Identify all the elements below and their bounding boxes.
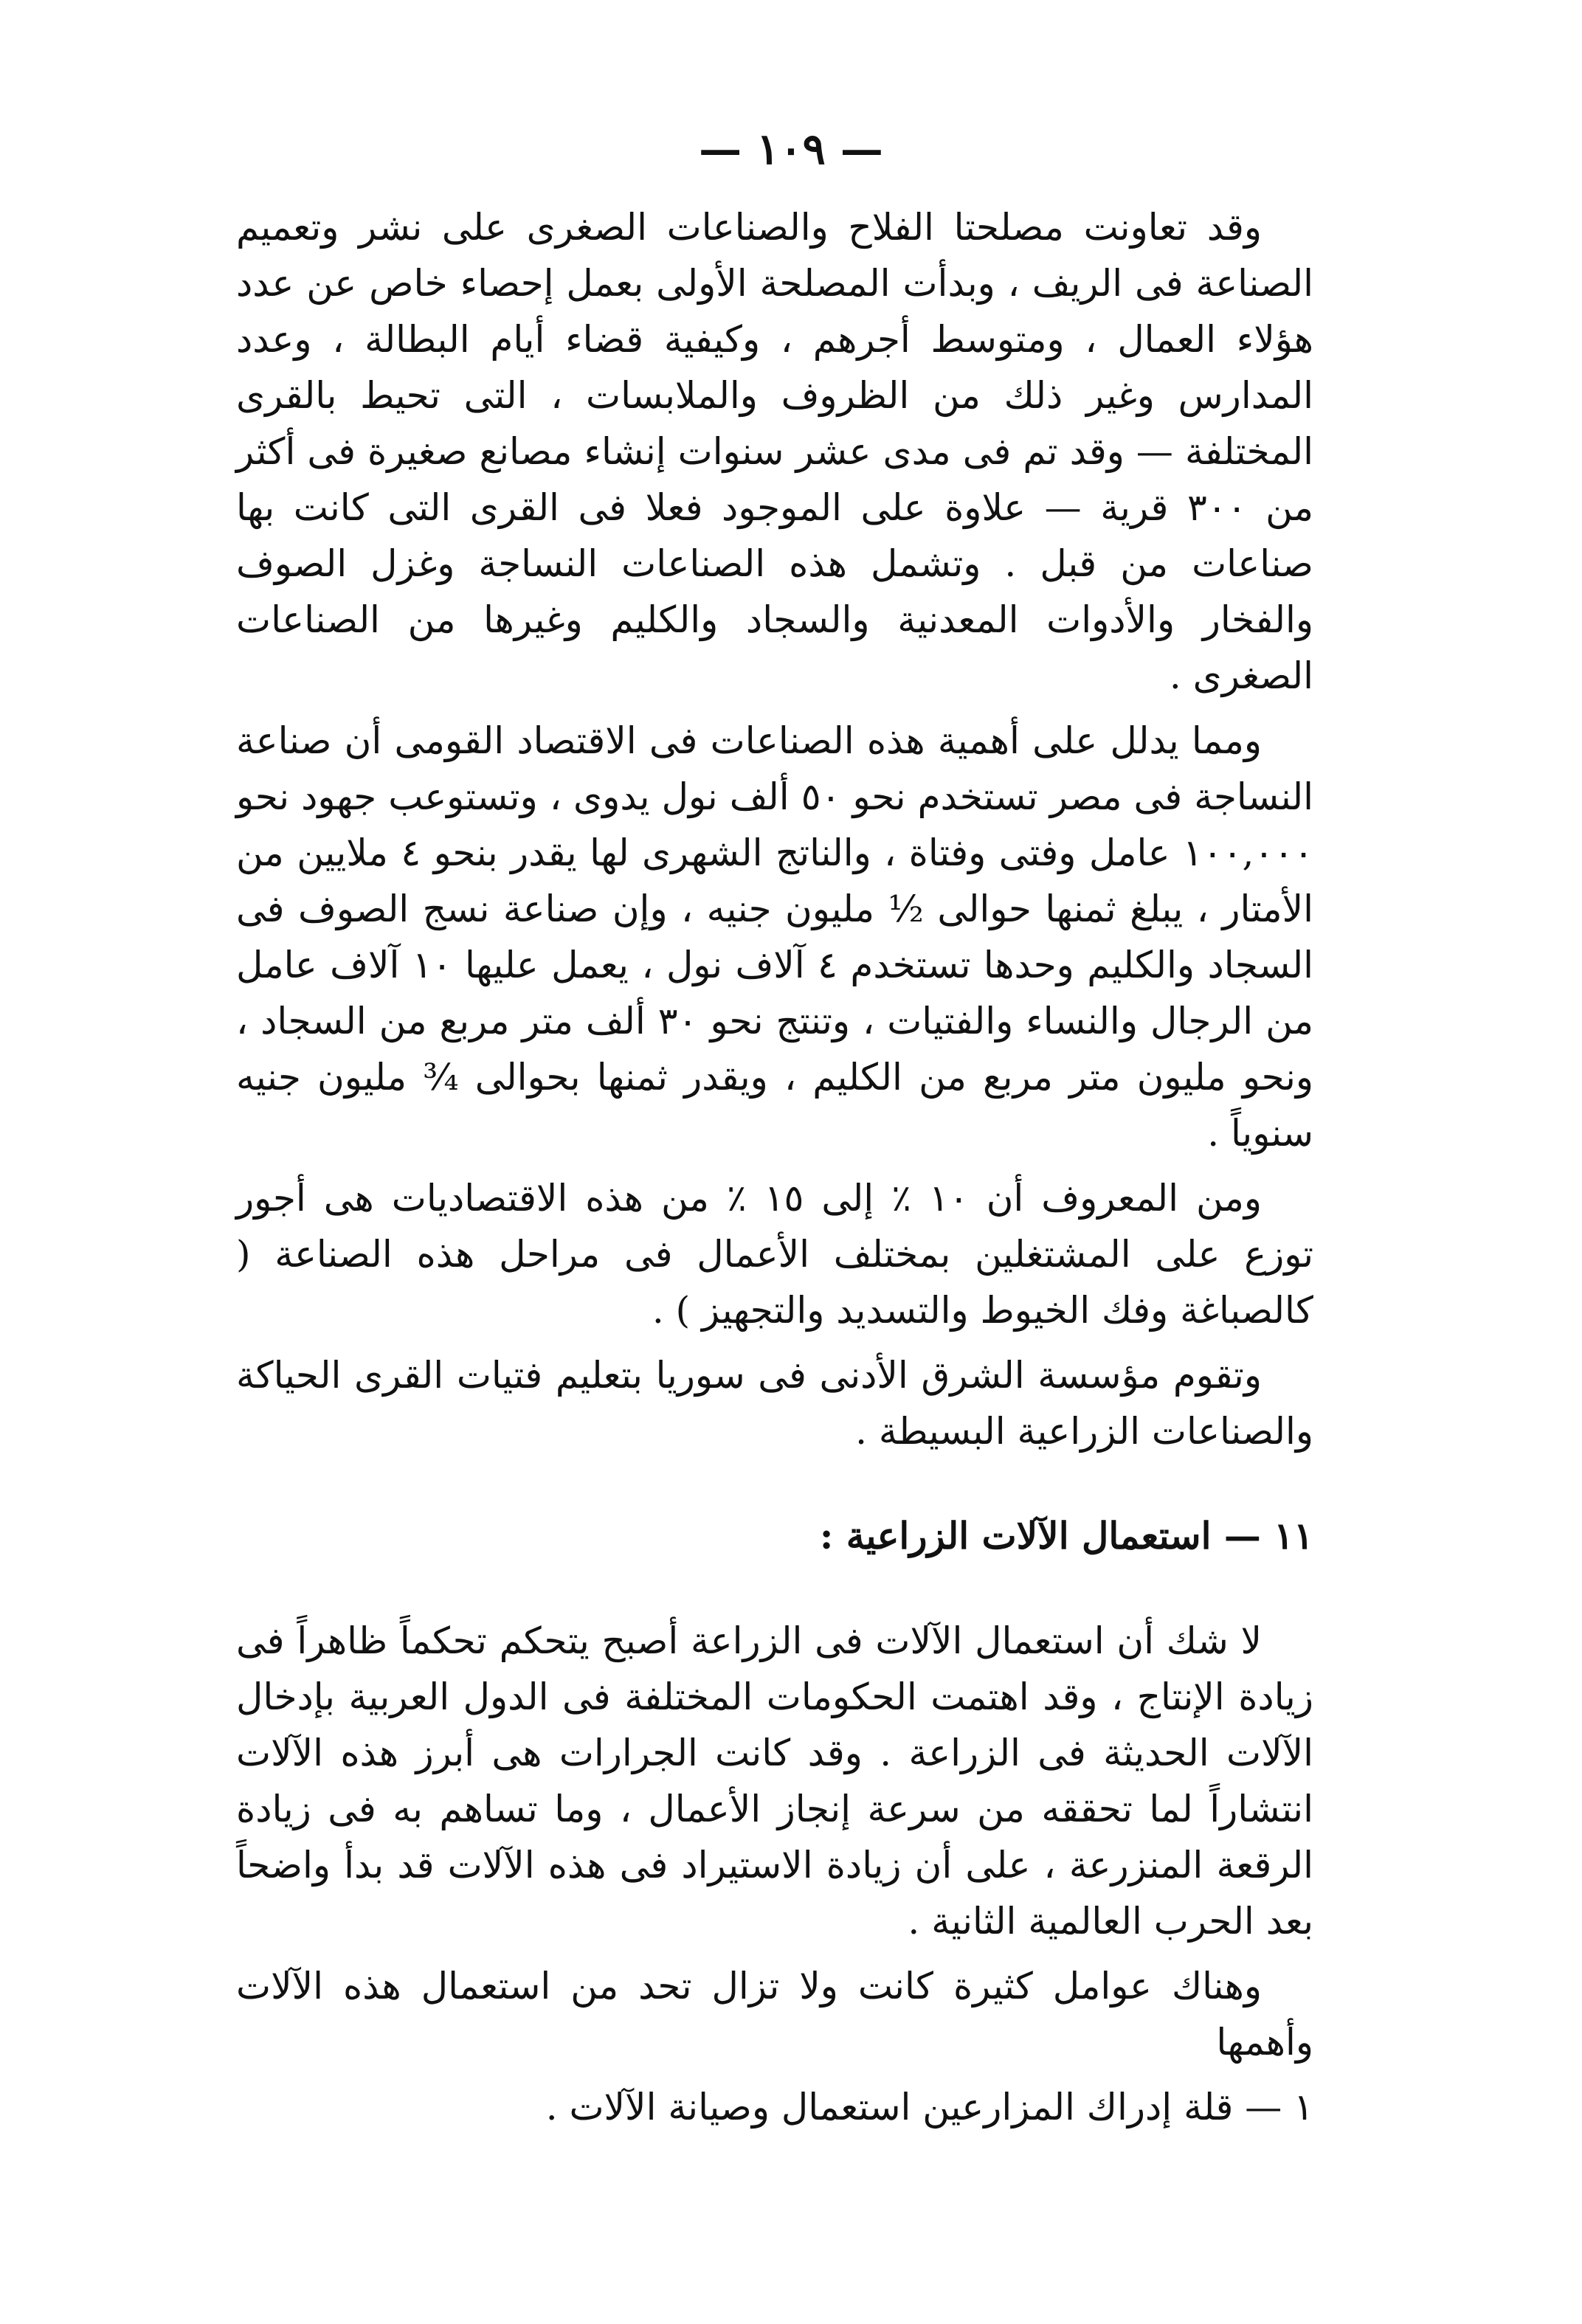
- paragraph-machinery-intro: لا شك أن استعمال الآلات فى الزراعة أصبح يتحكم تحكماً ظاهراً فى زيادة الإنتاج ، وقد اهتمت الحكومات المختلفة فى الدول العربية بإدخال الآلات الحديثة فى الزراعة . وقد كانت الجرارات هى أبرز هذه الآلات انتشاراً لما تحققه من سرعة إنجاز الأعمال ، وما تساهم به فى زيادة الرقعة المنزرعة ، على أن زيادة الاستيراد فى هذه الآلات قد بدأ واضحاً بعد الحرب العالمية الثانية .: [236, 1619, 1313, 1943]
- paragraph-rural-industries: وقد تعاونت مصلحتا الفلاح والصناعات الصغرى على نشر وتعميم الصناعة فى الريف ، وبدأت المصلحة الأولى بعمل إحصاء خاص عن عدد هؤلاء العمال ، ومتوسط أجرهم ، وكيفية قضاء أيام البطالة ، وعدد المدارس وغير ذلك من الظروف والملابسات ، التى تحيط بالقرى المختلفة — وقد تم فى مدى عشر سنوات إنشاء مصانع صغيرة فى أكثر من ٣٠٠ قرية — علاوة على الموجود فعلا فى القرى التى كانت بها صناعات من قبل . وتشمل هذه الصناعات النساجة وغزل الصوف والفخار والأدوات المعدنية والسجاد والكليم وغيرها من الصناعات الصغرى .: [236, 206, 1313, 697]
- paragraph-near-east-foundation: وتقوم مؤسسة الشرق الأدنى فى سوريا بتعليم فتيات القرى الحياكة والصناعات الزراعية البسيطة .: [236, 1354, 1313, 1453]
- page-number: — ١٠٩ —: [699, 124, 883, 174]
- paragraph-weaving-economics: ومما يدلل على أهمية هذه الصناعات فى الاقتصاد القومى أن صناعة النساجة فى مصر تستخدم نحو ٥٠ ألف نول يدوى ، وتستوعب جهود نحو ١٠٠,٠٠٠ عامل وفتى وفتاة ، والناتج الشهرى لها يقدر بنحو ٤ ملايين من الأمتار ، يبلغ ثمنها حوالى ½ مليون جنيه ، وإن صناعة نسج الصوف فى السجاد والكليم وحدها تستخدم ٤ آلاف نول ، يعمل عليها ١٠ آلاف عامل من الرجال والنساء والفتيات ، وتنتج نحو ٣٠ ألف متر مربع من السجاد ، ونحو مليون متر مربع من الكليم ، ويقدر ثمنها بحوالى ¾ مليون جنيه سنوياً .: [236, 719, 1314, 1155]
- paragraph-machinery-factors: وهناك عوامل كثيرة كانت ولا تزال تحد من استعمال هذه الآلات وأهمها: [236, 1965, 1313, 2064]
- section-heading: ١١ — استعمال الآلات الزراعية :: [819, 1514, 1313, 1557]
- list-item: ١ — قلة إدراك المزارعين استعمال وصيانة الآلات .: [545, 2086, 1313, 2128]
- page-body: [236, 199, 1313, 2135]
- paragraph-wage-share: ومن المعروف أن ١٠ ٪ إلى ١٥ ٪ من هذه الاقتصاديات هى أجور توزع على المشتغلين بمختلف الأعمال فى مراحل هذه الصناعة ( كالصباغة وفك الخيوط والتسديد والتجهيز ) .: [236, 1177, 1313, 1332]
